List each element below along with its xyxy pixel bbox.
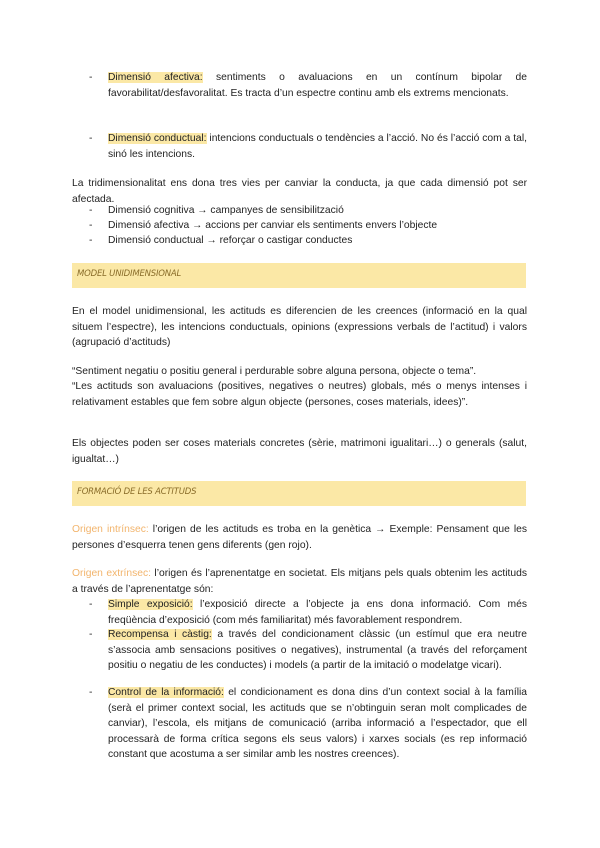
term-label: Control de la informació: — [108, 687, 224, 698]
section-banner-model-unidimensional — [72, 263, 526, 288]
bullet-dimensio-afectiva — [89, 70, 527, 101]
list-item-afectiva — [89, 218, 527, 234]
origen-extrinsec-paragraph — [72, 566, 527, 597]
term-label: Recompensa i càstig: — [108, 629, 212, 640]
bullet-dash: - — [89, 133, 93, 144]
bullet-dash: - — [89, 220, 93, 231]
origen-intrinsec-text: l’origen de les actituds es troba en la genètica → Exemple: Pensament que les persones d’esquerra tenen gens diferents (gen rojo). — [72, 524, 528, 551]
bullet-dash: - — [89, 205, 93, 216]
term-label: Dimensió afectiva: — [108, 72, 203, 83]
term-text: a través del condicionament clàssic (un estímul que era neutre s’associa amb sensacions positives o negatives), instrumental (a través del reforçament positiu o negatiu de les conductes) i models (a partir de la imitació o modelatge vicari). — [108, 629, 527, 672]
list-item-cognitiva — [89, 203, 527, 219]
list-item-conductual — [89, 233, 527, 249]
uni-quote-1: “Sentiment negatiu o positiu general i perdurable sobre alguna persona, objecte o tema”. — [72, 366, 477, 377]
origen-intrinsec-label: Origen intrínsec: — [72, 524, 149, 535]
uni-paragraph-3: Els objectes poden ser coses materials concretes (sèrie, matrimoni igualitari…) o generals (salut, igualtat…) — [72, 438, 527, 465]
list-item-text: Dimensió cognitiva → campanyes de sensibilització — [108, 205, 344, 216]
term-label: Simple exposició: — [108, 599, 193, 610]
term-text: l’exposició directe a l’objecte ja ens dona informació. Com més freqüència d’exposició (com més familiaritat) més favorablement respondrem. — [108, 599, 527, 626]
bullet-dash: - — [89, 72, 93, 83]
bullet-dash: - — [89, 687, 93, 698]
section-title: FORMACIÓ DE LES ACTITUDS — [77, 487, 197, 497]
origen-extrinsec-text: l’origen és l’aprenentatge en societat. Els mitjans pels quals obtenim les actituds a través de l’aprenentatge són: — [72, 568, 527, 595]
term-text: intencions conductuals o tendències a l’acció. No és l’acció com a tal, sinó les intencions. — [108, 133, 527, 160]
origen-extrinsec-label: Origen extrínsec: — [72, 568, 151, 579]
bullet-dimensio-conductual — [89, 131, 527, 162]
term-text: el condicionament es dona dins d’un context social à la família (serà el primer context social, les actituds que se n’obtinguin seran molt complicades de canviar), l’escola, els mitjans de comunicació (arriba informació a l’espectador, que ell processarà de forma crítica segons els seus valors) i xarxes socials (es rep informació constant que acostuma a ser similar amb les nostres creences). — [108, 687, 527, 761]
bullet-control-informacio — [89, 685, 527, 763]
bullet-simple-exposicio — [89, 597, 527, 628]
list-item-text: Dimensió conductual → reforçar o castigar conductes — [108, 235, 353, 246]
uni-paragraph-1: En el model unidimensional, les actituds es diferencien de les creences (informació en la qual situem l’espectre), les intencions conductuals, opinions (expressions verbals de l’actitud) i valors (agrupació d’actituds) — [72, 306, 527, 349]
list-item-text: Dimensió afectiva → accions per canviar els sentiments envers l’objecte — [108, 220, 438, 231]
bullet-dash: - — [89, 629, 93, 640]
section-title: MODEL UNIDIMENSIONAL — [77, 269, 182, 279]
origen-intrinsec-paragraph — [72, 522, 527, 553]
section-banner-formacio-actituds — [72, 481, 526, 506]
term-text: sentiments o avaluacions en un contínum bipolar de favorabilitat/desfavoralitat. Es tracta d’un espectre continu amb els extrems mencionats. — [108, 72, 527, 99]
bullet-dash: - — [89, 599, 93, 610]
uni-quote-2: “Les actituds son avaluacions (positives, negatives o neutres) globals, més o menys intenses i relativament estables que fem sobre algun objecte (persones, coses materials, idees)”. — [72, 381, 527, 408]
bullet-recompensa-castig — [89, 627, 527, 674]
bullet-dash: - — [89, 235, 93, 246]
term-label: Dimensió conductual: — [108, 133, 207, 144]
tridimensional-intro: La tridimensionalitat ens dona tres vies per canviar la conducta, ja que cada dimensió pot ser afectada. — [72, 178, 527, 205]
